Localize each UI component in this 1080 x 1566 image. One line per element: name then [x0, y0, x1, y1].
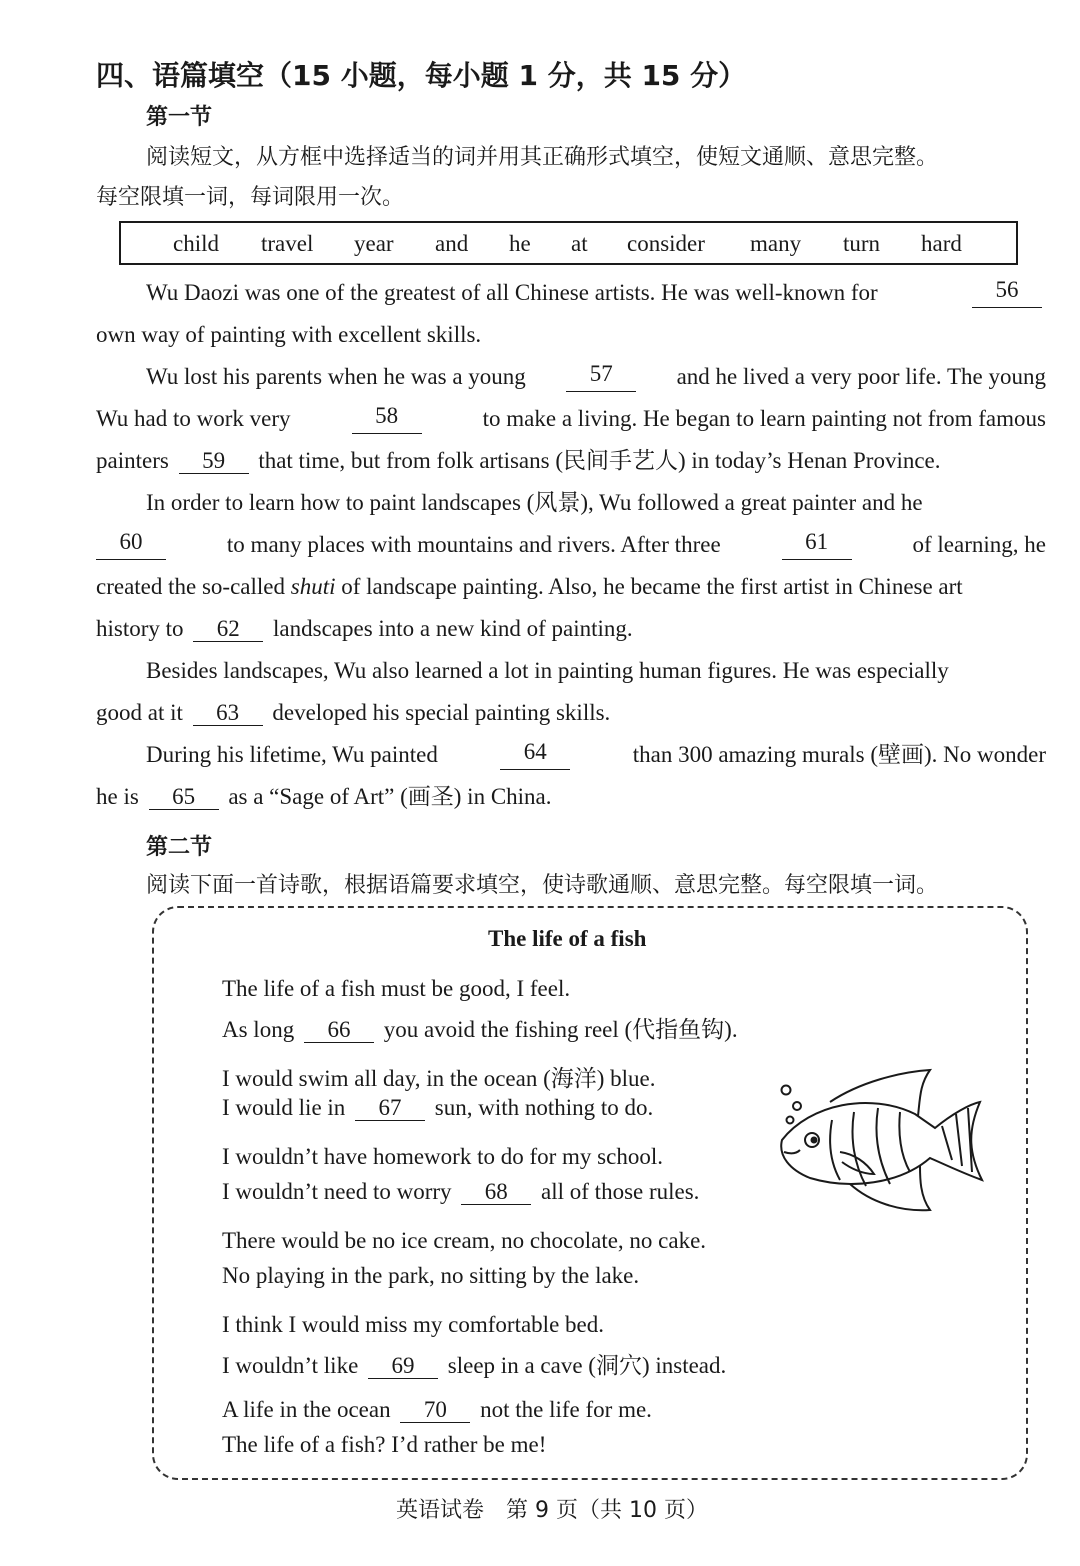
word-bank-item: travel [261, 231, 314, 256]
blank-70[interactable]: 70 [400, 1398, 470, 1423]
fish-illustration [770, 1062, 990, 1222]
blank-60[interactable]: 60 [96, 530, 166, 560]
bubble-icon [782, 1086, 791, 1095]
poem-line: I wouldn’t have homework to do for my school. [222, 1144, 663, 1169]
passage-line: Wu Daozi was one of the greatest of all Chinese artists. He was well-known for 56 [146, 278, 1046, 308]
part2-heading: 第二节 [146, 835, 213, 860]
word-bank-item: child [173, 231, 219, 256]
passage-line: 60 to many places with mountains and rivers. After three 61 of learning, he [96, 530, 1046, 560]
poem-line: The life of a fish must be good, I feel. [222, 976, 571, 1001]
part1-instruction-1: 阅读短文，从方框中选择适当的词并用其正确形式填空，使短文通顺、意思完整。 [146, 145, 939, 170]
poem-title: The life of a fish [488, 926, 647, 951]
passage-line: he is 65 as a “Sage of Art” (画圣) in China. [96, 784, 552, 809]
blank-63[interactable]: 63 [193, 701, 263, 726]
poem-line: There would be no ice cream, no chocolate, no cake. [222, 1228, 707, 1253]
passage-line: During his lifetime, Wu painted 64 than 300 amazing murals (壁画). No wonder [146, 740, 1046, 770]
blank-68[interactable]: 68 [461, 1180, 531, 1205]
part1-heading: 第一节 [146, 105, 213, 130]
blank-69[interactable]: 69 [368, 1354, 438, 1379]
part1-instruction-2: 每空限填一词，每词限用一次。 [96, 185, 405, 210]
passage-line: Wu lost his parents when he was a young 57 and he lived a very poor life. The young [146, 362, 1046, 392]
bubble-icon [793, 1102, 801, 1110]
word-bank-item: turn [843, 231, 881, 256]
passage-line: In order to learn how to paint landscapes (风景), Wu followed a great painter and he [146, 490, 923, 515]
word-bank-item: consider [627, 231, 705, 256]
poem-line: I would lie in 67 sun, with nothing to do. [222, 1095, 654, 1120]
blank-64[interactable]: 64 [500, 740, 570, 770]
passage-line: history to 62 landscapes into a new kind of painting. [96, 616, 633, 641]
blank-57[interactable]: 57 [566, 362, 636, 392]
page-footer: 英语试卷 第 9 页（共 10 页） [396, 1498, 708, 1523]
term-shuti: shuti [290, 574, 336, 599]
word-bank-item: and [435, 231, 469, 256]
passage-line: good at it 63 developed his special painting skills. [96, 700, 611, 725]
poem-line: No playing in the park, no sitting by the lake. [222, 1263, 640, 1288]
blank-65[interactable]: 65 [149, 785, 219, 810]
poem-line: I think I would miss my comfortable bed. [222, 1312, 604, 1337]
blank-67[interactable]: 67 [355, 1096, 425, 1121]
bubble-icon [787, 1117, 794, 1124]
passage-line: painters 59 that time, but from folk artisans (民间手艺人) in today’s Henan Province. [96, 448, 941, 473]
blank-62[interactable]: 62 [193, 617, 263, 642]
blank-61[interactable]: 61 [782, 530, 852, 560]
blank-56[interactable]: 56 [972, 278, 1042, 308]
passage-line: created the so-called shuti of landscape painting. Also, he became the first artist in Chinese art [96, 574, 963, 599]
word-bank-item: hard [921, 231, 962, 256]
word-bank-item: at [571, 231, 588, 256]
poem-line: I wouldn’t need to worry 68 all of those rules. [222, 1179, 700, 1204]
poem-line: As long 66 you avoid the fishing reel (代指鱼钩). [222, 1017, 738, 1042]
poem-line: The life of a fish? I’d rather be me! [222, 1432, 547, 1457]
passage-line: Wu had to work very 58 to make a living. He began to learn painting not from famous [96, 404, 1046, 434]
poem-line: I wouldn’t like 69 sleep in a cave (洞穴) instead. [222, 1353, 727, 1378]
blank-66[interactable]: 66 [304, 1018, 374, 1043]
passage-line: own way of painting with excellent skills. [96, 322, 482, 347]
poem-line: I would swim all day, in the ocean (海洋) blue. [222, 1066, 656, 1091]
word-bank-item: year [354, 231, 394, 256]
word-bank-item: many [750, 231, 802, 256]
part2-instruction: 阅读下面一首诗歌，根据语篇要求填空，使诗歌通顺、意思完整。每空限填一词。 [146, 873, 939, 898]
blank-58[interactable]: 58 [352, 404, 422, 434]
passage-line: Besides landscapes, Wu also learned a lot in painting human figures. He was especially [146, 658, 949, 683]
poem-line: A life in the ocean 70 not the life for me. [222, 1397, 652, 1422]
word-bank-item: he [509, 231, 531, 256]
word-bank [119, 221, 1018, 265]
blank-59[interactable]: 59 [179, 449, 249, 474]
section-title: 四、语篇填空（15 小题，每小题 1 分，共 15 分） [96, 59, 747, 92]
